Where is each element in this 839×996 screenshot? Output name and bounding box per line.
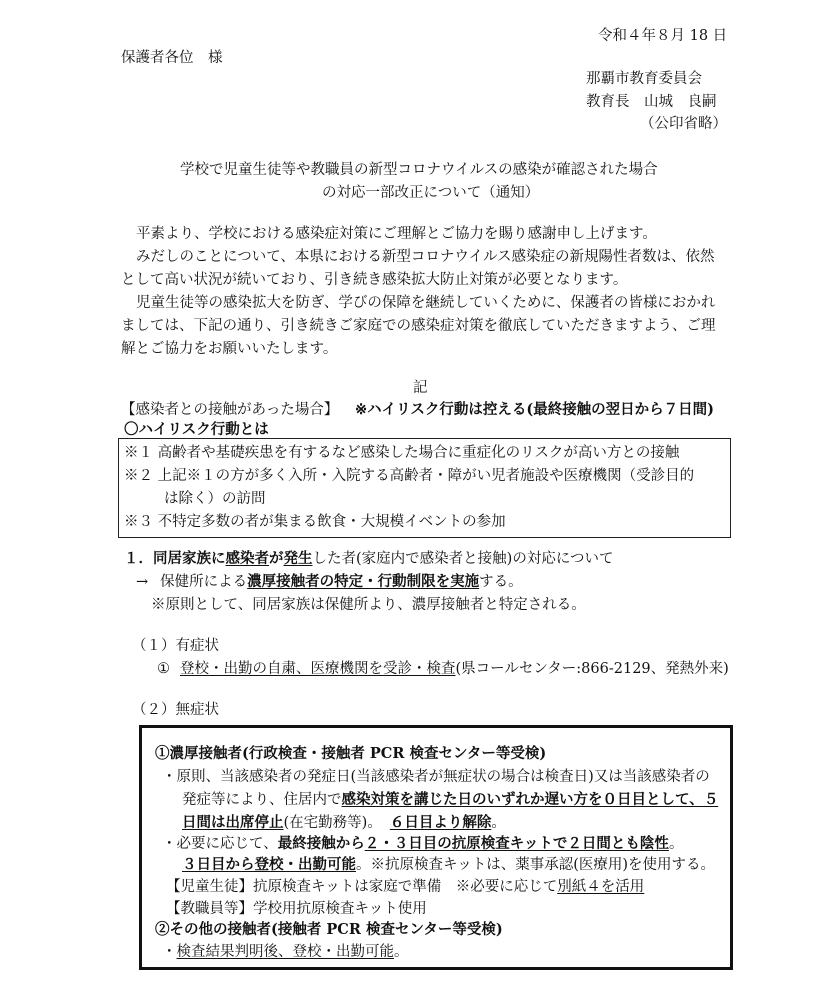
section-1-heading-c: が	[269, 550, 284, 567]
section-1-heading	[124, 547, 614, 568]
asymptomatic-label: （２）無症状	[132, 702, 219, 718]
close-contact-a-line-3-b: (在宅勤務等)。	[283, 815, 382, 831]
ki-mark: 記	[413, 380, 428, 396]
symptomatic-number: ①	[157, 661, 170, 677]
section-1-line-2-a: 保健所による	[160, 574, 248, 590]
section-1-heading-a: 同居家族に	[153, 550, 226, 567]
contact-heading	[121, 398, 714, 419]
body-paragraph-1: 平素より、学校における感染症対策にご理解とご協力を賜り感謝申し上げます。	[136, 226, 657, 242]
body-paragraph-3-line-1: 児童生徒等の感染拡大を防ぎ、学びの保障を継続していくために、保護者の皆様におかれ	[136, 295, 716, 311]
high-risk-item-3: ※３ 不特定多数の者が集まる飲食・大規模イベントの参加	[124, 514, 506, 530]
symptomatic-label: （１）有症状	[132, 638, 219, 654]
contact-heading-label: 【感染者との接触があった場合】	[121, 402, 339, 418]
other-contact-line-b: 検査結果判明後、登校・出勤可能	[176, 944, 394, 960]
section-1-line-2-c: する。	[479, 574, 523, 590]
close-contact-b-line-1-d: 。	[668, 836, 684, 852]
close-contact-c-line-2: 【教職員等】学校用抗原検査キット使用	[166, 901, 427, 917]
close-contact-a-line-2-a: 発症等により、住居内で	[182, 792, 342, 808]
close-contact-a-line-3-a: 日間は出席停止	[182, 814, 284, 831]
section-1-heading-b: 感染者	[225, 550, 269, 567]
other-contact-line-a: ・	[162, 944, 177, 960]
other-contact-line	[162, 940, 409, 961]
close-contact-b-line-2-a: ３日目から登校・出勤可能	[182, 856, 356, 873]
close-contact-b-line-1	[162, 832, 683, 853]
body-paragraph-2-line-1: みだしのことについて、本県における新型コロナウイルス感染症の新規陽性者数は、依然	[136, 249, 715, 265]
seal-note: （公印省略）	[640, 116, 727, 132]
close-contact-b-line-1-c: ２・３日目の抗原検査キットで２日間とも陰性	[364, 835, 669, 852]
close-contact-b-line-2-b: 。※抗原検査キットは、薬事承認(医療用)を使用する。	[356, 857, 716, 873]
subject-line-2: の対応一部改正について（通知）	[322, 185, 540, 201]
symptomatic-line	[157, 657, 729, 678]
other-contact-heading: ②その他の接触者(接触者 PCR 検査センター等受検)	[155, 921, 503, 938]
close-contact-a-line-2	[182, 788, 718, 809]
close-contact-b-line-1-b: 最終接触から	[277, 835, 365, 852]
symptomatic-note: (県コールセンター:866-2129、発熱外来)	[455, 661, 729, 677]
close-contact-a-line-3	[182, 811, 506, 832]
close-contact-c-line-1	[166, 875, 644, 896]
arrow-icon: →	[136, 574, 149, 590]
issue-date: 令和４年８月 18 日	[598, 28, 728, 44]
close-contact-heading: ①濃厚接触者(行政検査・接触者 PCR 検査センター等受検)	[155, 745, 547, 762]
high-risk-title: 〇ハイリスク行動とは	[124, 421, 269, 438]
close-contact-a-line-3-d: 。	[491, 815, 506, 831]
high-risk-item-1: ※１ 高齢者や基礎疾患を有するなど感染した場合に重症化のリスクが高い方との接触	[124, 445, 680, 461]
section-1-line-2	[136, 570, 523, 591]
body-paragraph-3-line-3: 解とご協力をお願いいたします。	[121, 341, 338, 357]
close-contact-b-line-1-a: ・必要に応じて、	[162, 836, 278, 852]
section-1-line-2-b: 濃厚接触者の特定・行動制限を実施	[247, 573, 480, 590]
close-contact-a-line-1: ・原則、当該感染者の発症日(当該感染者が無症状の場合は検査日)又は当該感染者の	[162, 769, 710, 785]
close-contact-c-line-1-b: 別紙４を活用	[557, 879, 645, 895]
sender-title: 教育長 山城 良嗣	[586, 94, 717, 110]
close-contact-a-line-3-c: ６日目より解除	[389, 814, 492, 831]
symptomatic-action: 登校・出勤の自粛、医療機関を受診・検査	[180, 661, 456, 677]
high-risk-item-2-line-2: は除く）の訪問	[164, 491, 266, 507]
close-contact-a-line-2-b: 感染対策を講じた日のいずれか遅い方を０日目として、５	[341, 791, 719, 808]
section-1-line-3: ※原則として、同居家族は保健所より、濃厚接触者と特定される。	[151, 597, 586, 613]
recipient: 保護者各位 様	[121, 50, 223, 66]
subject-line-1: 学校で児童生徒等や教職員の新型コロナウイルスの感染が確認された場合	[180, 162, 658, 178]
sender-org: 那覇市教育委員会	[586, 71, 702, 87]
section-1-heading-d: 発生	[283, 550, 313, 567]
close-contact-c-line-1-a: 【児童生徒】抗原検査キットは家庭で準備 ※必要に応じて	[166, 879, 558, 895]
contact-heading-note: ※ハイリスク行動は控える(最終接触の翌日から７日間)	[354, 401, 715, 418]
section-1-heading-e: した者(家庭内で感染者と接触)の対応について	[312, 551, 614, 567]
body-paragraph-2-line-2: として高い状況が続いており、引き続き感染拡大防止対策が必要となります。	[121, 272, 628, 288]
body-paragraph-3-line-2: ましては、下記の通り、引き続きご家庭での感染症対策を徹底していただきますよう、ご理	[121, 318, 716, 334]
section-1-number: １．	[124, 550, 153, 567]
close-contact-b-line-2	[182, 853, 715, 874]
other-contact-line-c: 。	[394, 944, 409, 960]
high-risk-item-2-line-1: ※２ 上記※１の方が多く入所・入院する高齢者・障がい児者施設や医療機関（受診目的	[124, 468, 695, 484]
